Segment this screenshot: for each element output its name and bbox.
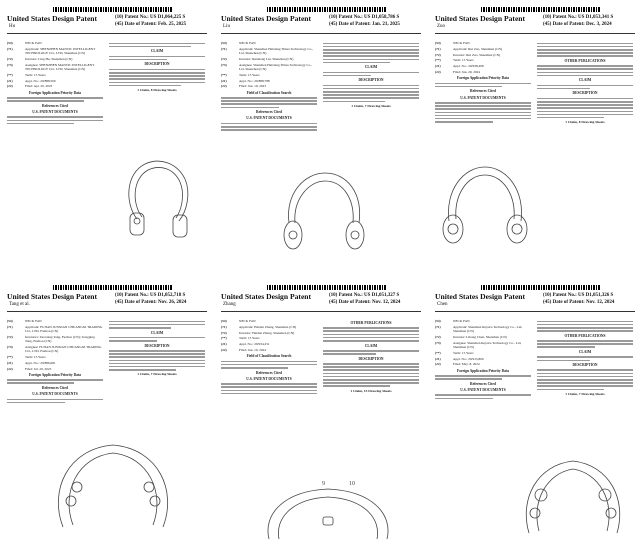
page-title: United States Design Patent — [435, 292, 526, 301]
page-title: United States Design Patent — [7, 14, 98, 23]
inventor-name: Liu — [223, 24, 230, 29]
claim-caption: 1 Claim, 8 Drawing Sheets — [565, 120, 605, 125]
barcode — [53, 7, 173, 12]
left-column: (54) NECK FAN (71) Applicant: Haidan Zhang, Shenzhen (CN) (72) Inventor: Haidan Zhang, Shenzhen (CN) (**) Term: 15 Years (21) Appl. No.: 29/934,251 (22) Filed: Jun. 10, 2024 Field of Classification Search References Cited U.S. PATENT DOCUMENTS — [221, 319, 317, 396]
barcode — [267, 285, 387, 290]
right-column: OTHER PUBLICATIONS CLAIM DESCRIPTION 1 Claim, 15 Drawing Sheets — [323, 319, 419, 393]
patent-date: (45) Date of Patent: Jan. 21, 2025 — [329, 22, 400, 27]
claim-caption: 1 Claim, 7 Drawing Sheets — [137, 372, 177, 377]
patent-date: (45) Date of Patent: Dec. 3, 2024 — [543, 22, 612, 27]
right-column: CLAIM DESCRIPTION 1 Claim, 7 Drawing Sheets — [323, 41, 419, 108]
neck-fan-drawing — [115, 149, 199, 243]
figure-label: 10 — [349, 481, 355, 487]
left-column: (54) NECK FAN (71) Applicant: SHENZHEN MANTIC INTELLIGENT TECHNOLOGY CO., LTD, Shenzhen (CN) (72) Inventor: Ling Hu, Shenzhen (CN) (73) Assignee: SHENZHEN MANTIC INTELLIGENT TECHNOLOGY CO., LTD, Shenzhen (CN) (**) Term: 15 Years (21) Appl. No.: 29/888,500 (22) Filed: Apr. 20, 2023 Foreign Application Priority Data References Cited U.S. PATENT DOCUMENTS — [7, 41, 103, 126]
patent-number: (10) Patent No.: US D1,058,786 S — [329, 15, 400, 20]
patent-date: (45) Date of Patent: Nov. 26, 2024 — [115, 300, 187, 305]
left-column: (54) NECK FAN (71) Applicant: FUJIAN JUNXIAN CHUANGXI TRADING CO., LTD, Fuzhou (CN) (72) Inventors: Zuoxiang Tang, Fuzhou (CN); Zongping Tang, Fuzhou (CN) (73) Assignee: FUJIAN JUNXIAN CHUANGXI TRADING CO., LTD, Fuzhou (CN) (**) Term: 15 Years (21) Appl. No.: 29/886,681 (22) Filed: Jul. 29, 2023 Foreign Application Priority Data References Cited U.S. PATENT DOCUMENTS — [7, 319, 103, 405]
figure-label: 9 — [322, 481, 325, 487]
claim-caption: 1 Claim, 7 Drawing Sheets — [565, 391, 605, 396]
patent-page-6 — [431, 281, 637, 547]
inventor-name: Chen — [437, 302, 448, 307]
patent-date: (45) Date of Patent: Nov. 12, 2024 — [543, 300, 615, 305]
barcode — [481, 285, 601, 290]
header-rule — [435, 311, 635, 312]
neck-fan-drawing — [515, 449, 631, 545]
left-column: (54) NECK FAN (71) Applicant: Rui Zuo, Shenzhen (CN) (72) Inventor: Rui Zuo, Shenzhen (CN) (**) Term: 15 Years (21) Appl. No.: 29/938,408 (22) Filed: Jun. 29, 2024 Foreign Application Priority Data References Cited U.S. PATENT DOCUMENTS — [435, 41, 531, 124]
page-title: United States Design Patent — [221, 14, 312, 23]
patent-page-5 — [217, 281, 423, 547]
barcode — [267, 7, 387, 12]
right-column: OTHER PUBLICATIONS CLAIM DESCRIPTION 1 Claim, 8 Drawing Sheets — [537, 41, 633, 124]
barcode — [53, 285, 173, 290]
inventor-name: Hu — [9, 24, 16, 29]
inventor-name: Zuo — [437, 24, 446, 29]
header-rule — [7, 311, 207, 312]
inventor-name: Tang et al. — [9, 302, 30, 307]
right-column: CLAIM DESCRIPTION 1 Claim, 7 Drawing Sheets — [109, 319, 205, 377]
right-column: OTHER PUBLICATIONS CLAIM DESCRIPTION 1 Claim, 7 Drawing Sheets — [537, 319, 633, 396]
patent-number: (10) Patent No.: US D1,064,225 S — [115, 15, 186, 20]
page-title: United States Design Patent — [435, 14, 526, 23]
claim-caption: 1 Claim, 15 Drawing Sheets — [350, 388, 392, 393]
patent-page-2 — [217, 3, 423, 269]
header-rule — [221, 33, 421, 34]
left-column: (54) NECK FAN (71) Applicant: Shenzhen Rejoice Technology Co., Ltd, Shenzhen (CN) (72) Inventor: Lihong Chen, Shenzhen (CN) (73) Assignee: Shenzhen Rejoice Technology Co., Ltd, Shenzhen (CN) (**) Term: 15 Years (21) Appl. No.: 29/915,809 (22) Filed: May. 8, 2024 Foreign Application Priority Data References Cited U.S. PATENT DOCUMENTS — [435, 319, 531, 401]
patent-number: (10) Patent No.: US D1,053,341 S — [543, 15, 614, 20]
patent-number: (10) Patent No.: US D1,052,718 S — [115, 293, 186, 298]
claim-caption: 1 Claim, 8 Drawing Sheets — [137, 87, 177, 92]
page-title: United States Design Patent — [7, 292, 98, 301]
claim-caption: 1 Claim, 7 Drawing Sheets — [351, 103, 391, 108]
patent-page-3 — [431, 3, 637, 269]
neck-fan-drawing — [253, 477, 403, 545]
neck-fan-drawing — [43, 431, 183, 543]
patent-page-1 — [3, 3, 209, 269]
left-column: (54) NECK FAN (71) Applicant: Shenzhen Haixiang Times Technology Co., Ltd, Shenzhen (CN) (72) Inventor: Rutsheng Liu, Shenzhen (CN) (73) Assignee: Shenzhen Haixiang Times Technology Co., Ltd, Shenzhen (CN) (**) Term: 15 Years (21) Appl. No.: 29/888,788 (22) Filed: Jun. 19, 2023 Field of Classification Search References Cited U.S. PATENT DOCUMENTS — [221, 41, 317, 132]
inventor-name: Zhang — [223, 302, 236, 307]
right-column: CLAIM DESCRIPTION 1 Claim, 8 Drawing Sheets — [109, 41, 205, 92]
page-title: United States Design Patent — [221, 292, 312, 301]
header-rule — [435, 33, 635, 34]
neck-fan-drawing — [275, 163, 371, 261]
patent-number: (10) Patent No.: US D1,051,326 S — [543, 293, 614, 298]
header-rule — [7, 33, 207, 34]
patent-date: (45) Date of Patent: Feb. 25, 2025 — [115, 22, 187, 27]
patent-date: (45) Date of Patent: Nov. 12, 2024 — [329, 300, 401, 305]
header-rule — [221, 311, 421, 312]
patent-page-4 — [3, 281, 209, 547]
patent-number: (10) Patent No.: US D1,051,327 S — [329, 293, 400, 298]
barcode — [481, 7, 601, 12]
neck-fan-drawing — [437, 155, 533, 255]
